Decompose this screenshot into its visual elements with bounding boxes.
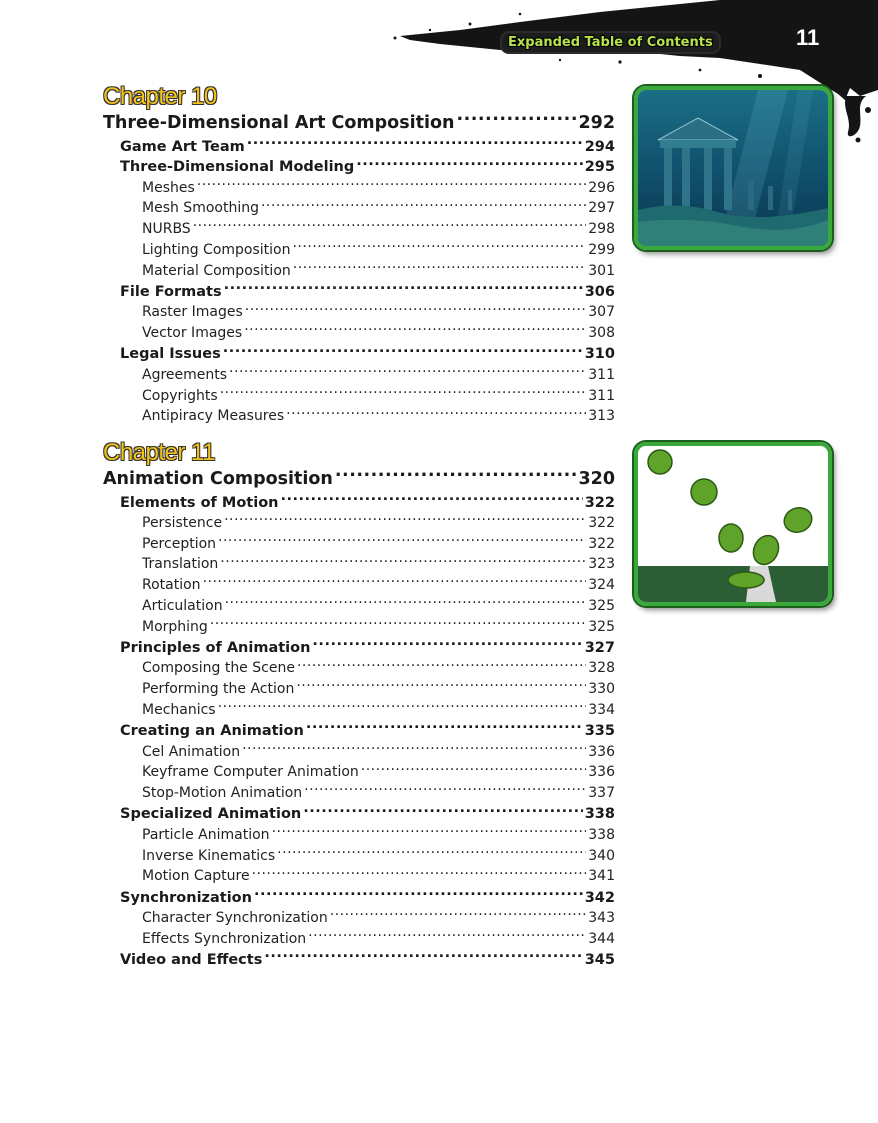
- entry-page: 298: [588, 221, 615, 238]
- entry-page: 313: [588, 408, 615, 425]
- entry-page: 301: [588, 262, 615, 279]
- entry-page: 322: [584, 494, 615, 511]
- toc-section-entry[interactable]: [103, 638, 615, 659]
- entry-page: 325: [588, 597, 615, 614]
- dot-leader: [245, 302, 587, 316]
- chapter-label: Chapter 10: [103, 83, 217, 110]
- toc-subsection-entry[interactable]: [103, 825, 615, 846]
- entry-title: Vector Images: [142, 325, 243, 342]
- dot-leader: [312, 638, 582, 653]
- entry-title: Inverse Kinematics: [142, 847, 276, 864]
- entry-title: Particle Animation: [142, 826, 270, 843]
- dot-leader: [280, 492, 582, 507]
- entry-title: Persistence: [142, 514, 223, 531]
- toc-section-entry[interactable]: [103, 344, 615, 365]
- dot-leader: [229, 365, 586, 379]
- entry-title: Character Synchronization: [142, 909, 328, 926]
- entry-page: 327: [584, 640, 615, 657]
- entry-title: Agreements: [142, 366, 228, 383]
- entry-page: 325: [588, 618, 615, 635]
- toc-section-entry[interactable]: [103, 721, 615, 742]
- entry-title: Mechanics: [142, 701, 216, 718]
- bouncing-balls-image: [634, 442, 832, 606]
- toc-section-entry[interactable]: [103, 492, 615, 513]
- toc-subsection-entry[interactable]: [103, 178, 615, 199]
- toc-subsection-entry[interactable]: [103, 575, 615, 596]
- chapter-10-section: [103, 84, 615, 427]
- dot-leader: [277, 846, 586, 860]
- dot-leader: [210, 617, 586, 631]
- chapter-page: 320: [578, 469, 615, 489]
- dot-leader: [286, 406, 586, 420]
- entry-page: 306: [584, 284, 615, 301]
- toc-subsection-entry[interactable]: [103, 513, 615, 534]
- entry-title: Articulation: [142, 597, 223, 614]
- dot-leader: [356, 157, 582, 172]
- entry-page: 294: [584, 138, 615, 155]
- entry-page: 322: [588, 514, 615, 531]
- dot-leader: [292, 240, 586, 254]
- entry-page: 343: [588, 909, 615, 926]
- toc-subsection-entry[interactable]: [103, 198, 615, 219]
- entry-title: Elements of Motion: [120, 494, 279, 511]
- dot-leader: [218, 534, 586, 548]
- toc-subsection-entry[interactable]: [103, 534, 615, 555]
- entry-title: NURBS: [142, 221, 191, 238]
- entry-page: 336: [588, 743, 615, 760]
- entry-page: 310: [584, 346, 615, 363]
- toc-subsection-entry[interactable]: [103, 762, 615, 783]
- toc-subsection-entry[interactable]: [103, 783, 615, 804]
- entry-title: Stop-Motion Animation: [142, 785, 303, 802]
- dot-leader: [197, 178, 586, 192]
- entry-page: 330: [588, 681, 615, 698]
- entry-title: Creating an Animation: [120, 723, 304, 740]
- underwater-temple-image: [634, 86, 832, 250]
- entry-page: 322: [588, 535, 615, 552]
- entry-page: 345: [584, 952, 615, 969]
- toc-subsection-entry[interactable]: [103, 219, 615, 240]
- entry-title: Morphing: [142, 618, 208, 635]
- dot-leader: [303, 804, 582, 819]
- toc-subsection-entry[interactable]: [103, 658, 615, 679]
- toc-subsection-entry[interactable]: [103, 700, 615, 721]
- dot-leader: [224, 282, 583, 297]
- dot-leader: [297, 658, 586, 672]
- toc-section-entry[interactable]: [103, 282, 615, 303]
- entry-page: 335: [584, 723, 615, 740]
- entry-title: Composing the Scene: [142, 660, 295, 677]
- toc-subsection-entry[interactable]: [103, 302, 615, 323]
- dot-leader: [220, 386, 587, 400]
- entry-page: 337: [588, 785, 615, 802]
- dot-leader: [254, 887, 583, 902]
- toc-subsection-entry[interactable]: [103, 554, 615, 575]
- toc-subsection-entry[interactable]: [103, 866, 615, 887]
- entry-page: 295: [584, 159, 615, 176]
- page-number: 11: [796, 25, 820, 50]
- dot-leader: [330, 908, 587, 922]
- entry-page: 324: [588, 577, 615, 594]
- entry-title: Effects Synchronization: [142, 930, 307, 947]
- dot-leader: [304, 783, 586, 797]
- entry-page: 311: [588, 366, 615, 383]
- entry-page: 328: [588, 660, 615, 677]
- toc-section-entry[interactable]: [103, 136, 615, 157]
- toc-subsection-entry[interactable]: [103, 596, 615, 617]
- entry-page: 336: [588, 764, 615, 781]
- toc-subsection-entry[interactable]: [103, 261, 615, 282]
- entry-title: Cel Animation: [142, 743, 241, 760]
- chapter-page: 292: [578, 113, 615, 133]
- section-label: Expanded Table of Contents: [500, 31, 721, 54]
- toc-subsection-entry[interactable]: [103, 240, 615, 261]
- toc-subsection-entry[interactable]: [103, 617, 615, 638]
- entry-page: 297: [588, 200, 615, 217]
- chapter-title: Three-Dimensional Art Composition: [103, 113, 455, 133]
- entry-page: 308: [588, 325, 615, 342]
- entry-title: Material Composition: [142, 262, 291, 279]
- entry-title: Game Art Team: [120, 138, 245, 155]
- dot-leader: [193, 219, 587, 233]
- entry-page: 340: [588, 847, 615, 864]
- entry-page: 311: [588, 387, 615, 404]
- entry-title: Three-Dimensional Modeling: [120, 159, 355, 176]
- entry-title: Specialized Animation: [120, 806, 302, 823]
- toc-subsection-entry[interactable]: [103, 742, 615, 763]
- entry-title: Performing the Action: [142, 681, 295, 698]
- dot-leader: [220, 554, 586, 568]
- toc-subsection-entry[interactable]: [103, 365, 615, 386]
- entry-page: 307: [588, 304, 615, 321]
- dot-leader: [361, 762, 586, 776]
- toc-subsection-entry[interactable]: [103, 908, 615, 929]
- entry-page: 299: [588, 241, 615, 258]
- dot-leader: [456, 111, 576, 129]
- entry-title: Mesh Smoothing: [142, 200, 259, 217]
- dot-leader: [203, 575, 587, 589]
- dot-leader: [293, 261, 587, 275]
- toc-subsection-entry[interactable]: [103, 406, 615, 427]
- entry-title: Perception: [142, 535, 217, 552]
- entry-page: 323: [588, 556, 615, 573]
- entry-page: 296: [588, 179, 615, 196]
- chapter-title-row[interactable]: [103, 466, 615, 492]
- dot-leader: [296, 679, 586, 693]
- dot-leader: [218, 700, 587, 714]
- toc-subsection-entry[interactable]: [103, 323, 615, 344]
- entry-title: Video and Effects: [120, 952, 263, 969]
- entry-page: 334: [588, 701, 615, 718]
- toc-subsection-entry[interactable]: [103, 679, 615, 700]
- dot-leader: [225, 596, 587, 610]
- toc-subsection-entry[interactable]: [103, 386, 615, 407]
- entry-page: 338: [588, 826, 615, 843]
- chapter-11-section: [103, 440, 615, 970]
- dot-leader: [224, 513, 586, 527]
- dot-leader: [244, 323, 586, 337]
- dot-leader: [242, 742, 586, 756]
- entry-title: Lighting Composition: [142, 241, 291, 258]
- entry-title: Motion Capture: [142, 868, 250, 885]
- toc-subsection-entry[interactable]: [103, 846, 615, 867]
- dot-leader: [223, 344, 583, 359]
- entry-page: 341: [588, 868, 615, 885]
- dot-leader: [261, 198, 586, 212]
- entry-page: 344: [588, 930, 615, 947]
- dot-leader: [272, 825, 587, 839]
- entry-title: Principles of Animation: [120, 640, 311, 657]
- entry-title: Translation: [142, 556, 219, 573]
- dot-leader: [252, 866, 587, 880]
- entry-title: Legal Issues: [120, 346, 221, 363]
- chapter-label: Chapter 11: [103, 439, 215, 466]
- entry-title: Antipiracy Measures: [142, 408, 285, 425]
- toc-section-entry[interactable]: [103, 804, 615, 825]
- dot-leader: [247, 136, 583, 151]
- dot-leader: [306, 721, 583, 736]
- chapter-title-row[interactable]: [103, 110, 615, 136]
- chapter-title: Animation Composition: [103, 469, 333, 489]
- dot-leader: [264, 950, 582, 965]
- toc-section-entry[interactable]: [103, 157, 615, 178]
- toc-section-entry[interactable]: [103, 950, 615, 971]
- entry-title: Synchronization: [120, 889, 252, 906]
- dot-leader: [308, 929, 586, 943]
- entry-title: Copyrights: [142, 387, 218, 404]
- entry-title: Raster Images: [142, 304, 243, 321]
- toc-subsection-entry[interactable]: [103, 929, 615, 950]
- entry-title: Meshes: [142, 179, 195, 196]
- toc-section-entry[interactable]: [103, 887, 615, 908]
- entry-page: 338: [584, 806, 615, 823]
- entry-title: File Formats: [120, 284, 222, 301]
- entry-page: 342: [584, 889, 615, 906]
- entry-title: Keyframe Computer Animation: [142, 764, 359, 781]
- entry-title: Rotation: [142, 577, 201, 594]
- dot-leader: [335, 467, 577, 485]
